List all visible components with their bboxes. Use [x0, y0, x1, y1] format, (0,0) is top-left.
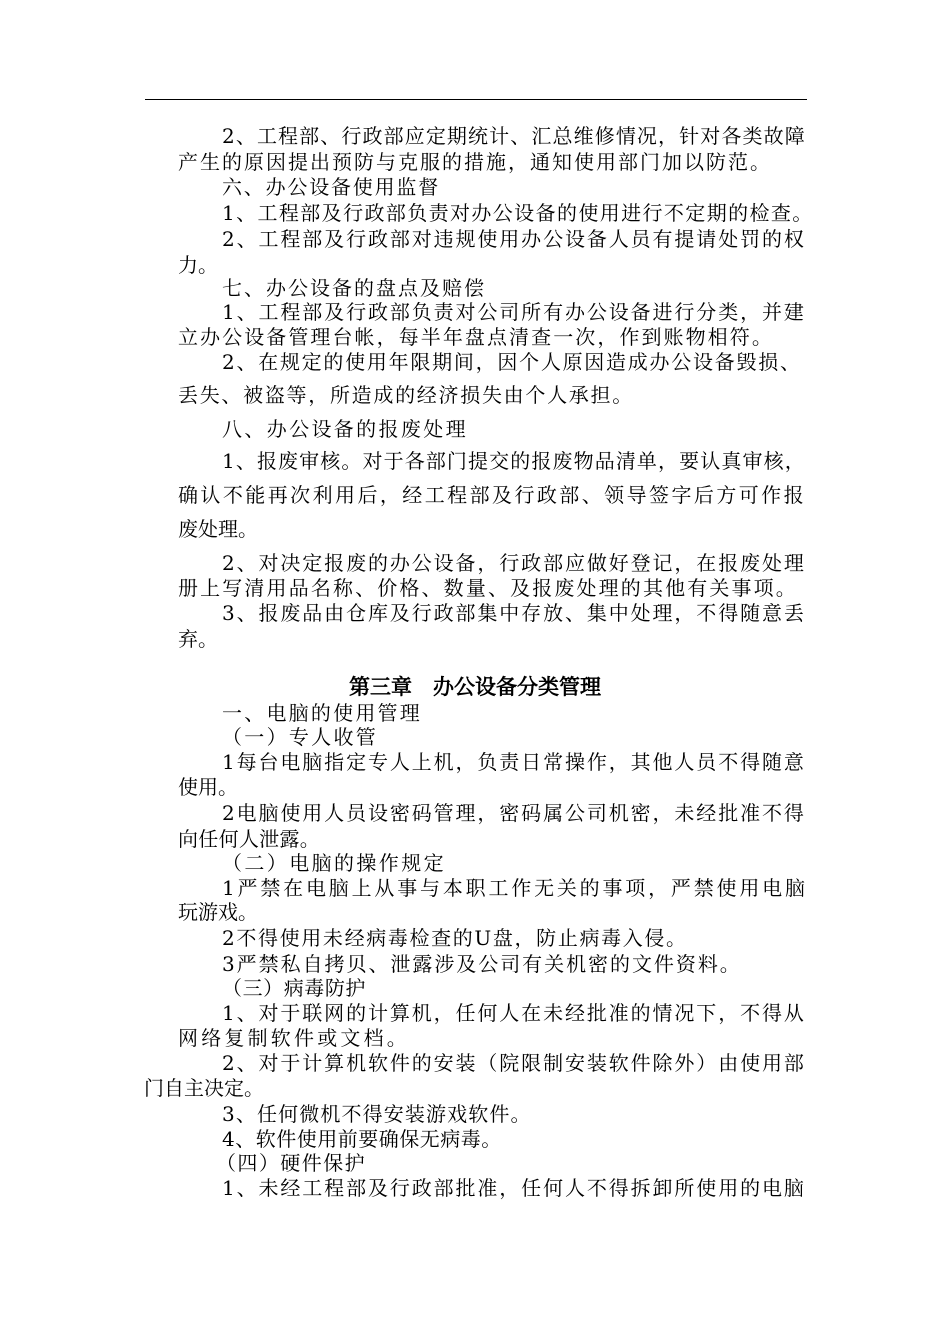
text-line: 2、在规定的使用年限期间，因个人原因造成办公设备毁损、	[222, 350, 802, 374]
text-line: 废处理。	[178, 517, 258, 541]
text-line: 1严禁在电脑上从事与本职工作无关的事项，严禁使用电脑	[222, 876, 808, 900]
section-heading: 七、办公设备的盘点及赔偿	[222, 276, 486, 300]
section-heading: 六、办公设备使用监督	[222, 175, 440, 199]
text-line: 1、工程部及行政部负责对公司所有办公设备进行分类，并建	[222, 300, 806, 324]
text-line: 2、对于计算机软件的安装（院限制安装软件除外）由使用部	[222, 1051, 806, 1075]
header-rule	[145, 99, 807, 100]
text-line: 2不得使用未经病毒检查的U盘，防止病毒入侵。	[222, 926, 688, 950]
text-line: 2、工程部、行政部应定期统计、汇总维修情况，针对各类故障	[222, 124, 806, 148]
text-line: 2、对决定报废的办公设备，行政部应做好登记，在报废处理	[222, 551, 806, 575]
text-line: 2电脑使用人员设密码管理，密码属公司机密，未经批准不得	[222, 801, 806, 825]
text-line: 网络复制软件或文档。	[178, 1026, 410, 1050]
text-line: 1、工程部及行政部负责对办公设备的使用进行不定期的检查。	[222, 201, 814, 225]
text-line: 立办公设备管理台帐，每半年盘点清查一次，作到账物相符。	[178, 325, 774, 349]
text-line: 使用。	[178, 775, 238, 799]
subsection-heading: （二）电脑的操作规定	[222, 851, 446, 875]
text-line: 丢失、被盗等，所造成的经济损失由个人承担。	[178, 383, 634, 407]
text-line: 1每台电脑指定专人上机，负责日常操作，其他人员不得随意	[222, 750, 806, 774]
text-line: 弃。	[178, 627, 218, 651]
subsection-heading: （一）专人收管	[222, 725, 379, 749]
text-line: 3、任何微机不得安装游戏软件。	[222, 1102, 532, 1126]
text-line: 1、报废审核。对于各部门提交的报废物品清单，要认真审核，	[222, 449, 806, 473]
section-heading: 一、电脑的使用管理	[222, 701, 422, 725]
subsection-heading: （三）病毒防护	[222, 976, 366, 1000]
text-line: 产生的原因提出预防与克服的措施，通知使用部门加以防范。	[178, 150, 772, 174]
section-heading: 八、办公设备的报废处理	[222, 417, 468, 441]
text-line: 2、工程部及行政部对违规使用办公设备人员有提请处罚的权	[222, 227, 806, 251]
text-line: 1、未经工程部及行政部批准，任何人不得拆卸所使用的电脑	[222, 1176, 806, 1200]
text-line: 门自主决定。	[144, 1076, 264, 1100]
text-line: 3严禁私自拷贝、泄露涉及公司有关机密的文件资料。	[222, 952, 742, 976]
chapter-title: 第三章 办公设备分类管理	[349, 674, 601, 699]
text-line: 3、报废品由仓库及行政部集中存放、集中处理，不得随意丢	[222, 601, 806, 625]
text-line: 册上写清用品名称、价格、数量、及报废处理的其他有关事项。	[178, 576, 798, 600]
text-line: 确认不能再次利用后，经工程部及行政部、领导签字后方可作报	[178, 483, 807, 507]
text-line: 向任何人泄露。	[178, 827, 321, 851]
text-line: 玩游戏。	[178, 900, 258, 924]
text-line: 力。	[178, 253, 218, 277]
text-line: 1、对于联网的计算机，任何人在未经批准的情况下，不得从	[222, 1001, 806, 1025]
subsection-heading: （四）硬件保护	[216, 1151, 367, 1175]
text-line: 4、软件使用前要确保无病毒。	[222, 1127, 502, 1151]
